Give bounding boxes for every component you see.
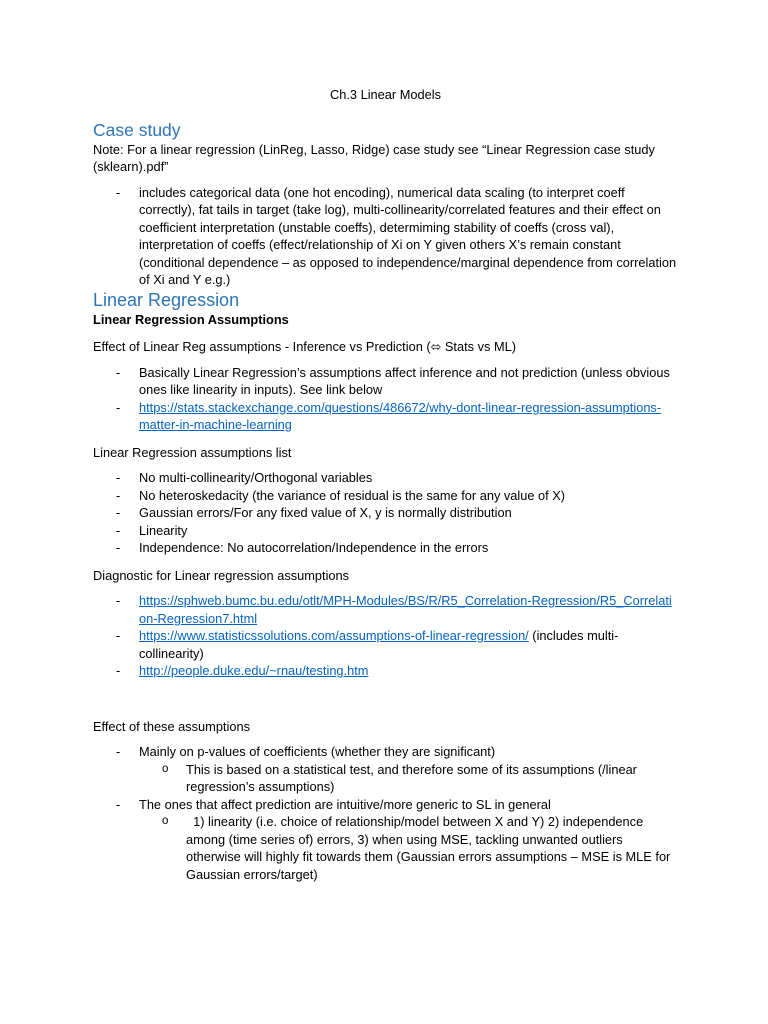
case-study-note: Note: For a linear regression (LinReg, Lasso, Ridge) case study see “Linear Regression case study (sklearn).pdf”: [93, 141, 655, 174]
assumption-item: - Independence: No autocorrelation/Independence in the errors: [139, 539, 678, 557]
effect-these-bullet-2: The ones that affect prediction are intuitive/more generic to SL in general: [139, 796, 551, 812]
assumption-item: - Linearity: [139, 522, 678, 540]
effect-these-sublist-1: [139, 761, 678, 796]
effect-bullet: - Basically Linear Regression’s assumptions affect inference and not prediction (unless obvious ones like linearity in inputs). See link below: [139, 364, 678, 399]
link2-suffix: (includes multi-collinearity): [139, 628, 619, 661]
diagnostic-title: Diagnostic for Linear regression assumptions: [93, 567, 350, 583]
statisticssolutions-link[interactable]: https://www.statisticssolutions.com/assumptions-of-linear-regression/: [139, 628, 529, 643]
diagnostic-item: [139, 592, 678, 627]
effect-these-title: Effect of these assumptions: [93, 718, 250, 734]
case-study-bullet: - includes categorical data (one hot encoding), numerical data scaling (to interpret coeff correctly), fat tails in target (take log), multi-collinearity/correlated features and their effect on coefficient interpretation (unstable coeffs), determiming stability of coeffs (cross val), interpretation of coeffs (effect/relationship of Xi on Y given others X’s remain constant (conditional dependence – as opposed to independence/marginal dependence from correlation of Xi and Y e.g.): [139, 184, 678, 289]
bumc-link[interactable]: https://sphweb.bumc.bu.edu/otlt/MPH-Modules/BS/R/R5_Correlation-Regression/R5_Correlation-Regression7.html: [139, 593, 672, 626]
diagnostic-item: [139, 662, 678, 680]
effect-these-subitem: o This is based on a statistical test, and therefore some of its assumptions (/linear regression’s assumptions): [186, 761, 678, 796]
assumption-item: - Gaussian errors/For any fixed value of X, y is normally distribution: [139, 504, 678, 522]
assumption-item: - No multi-collinearity/Orthogonal variables: [139, 469, 678, 487]
spacer: [93, 680, 678, 718]
effect-these-subitem: o 1) linearity (i.e. choice of relationship/model between X and Y) 2) independence among (time series of) errors, 3) when using MSE, tackling unwanted outliers otherwise will highly fit towards them (Gaussian errors assumptions – MSE is MLE for Gaussian errors/target): [186, 813, 678, 883]
effect-these-sublist-2: [139, 813, 678, 883]
diagnostic-item: [139, 627, 678, 662]
effect-these-bullet-1: Mainly on p-values of coefficients (whether they are significant): [139, 744, 496, 759]
effect-list: [93, 364, 678, 434]
diagnostic-list: [93, 592, 678, 680]
assumptions-list-title: Linear Regression assumptions list: [93, 444, 292, 460]
effect-link-item: [139, 399, 678, 434]
linear-regression-heading: Linear Regression: [93, 289, 240, 310]
stackexchange-link[interactable]: https://stats.stackexchange.com/questions/486672/why-dont-linear-regression-assumptions-matter-in-machine-learning: [139, 399, 662, 432]
assumptions-list: [93, 469, 678, 557]
effect-these-item: [139, 796, 678, 884]
document-page: [93, 86, 678, 883]
effect-title: Effect of Linear Reg assumptions - Inference vs Prediction (⬄ Stats vs ML): [93, 339, 517, 354]
document-title: Ch.3 Linear Models: [330, 87, 441, 102]
case-study-heading: Case study: [93, 119, 181, 140]
effect-these-item: [139, 743, 678, 796]
assumptions-subheading: Linear Regression Assumptions: [93, 311, 289, 327]
assumption-item: - No heteroskedacity (the variance of residual is the same for any value of X): [139, 487, 678, 505]
case-study-list: [93, 184, 678, 289]
effect-these-list: [93, 743, 678, 883]
duke-link[interactable]: http://people.duke.edu/~rnau/testing.htm: [139, 663, 369, 678]
